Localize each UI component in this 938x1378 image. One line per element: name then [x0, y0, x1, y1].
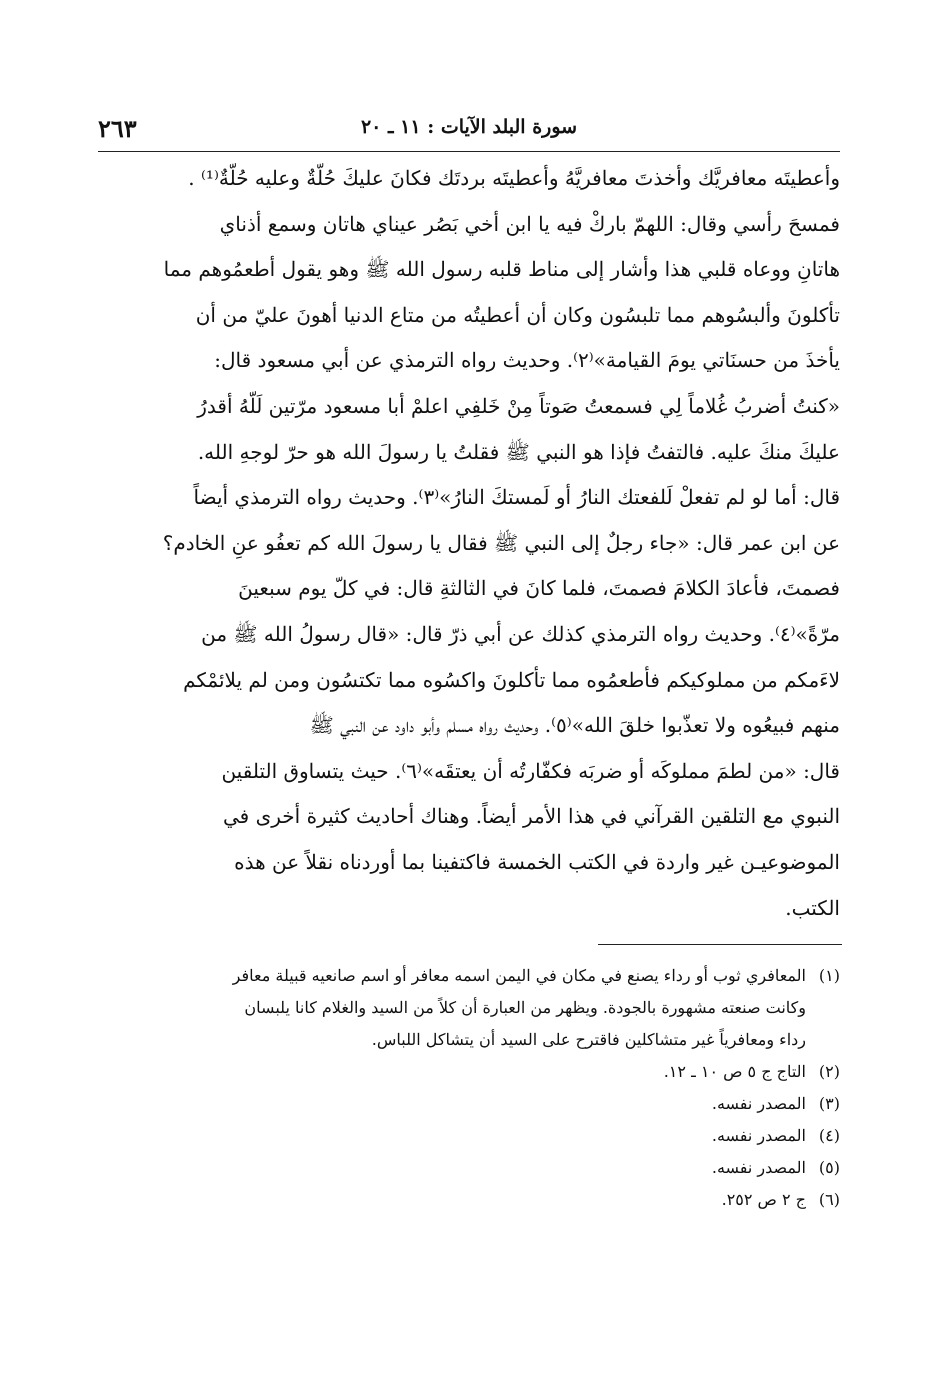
footnote-item: [98, 1184, 840, 1216]
footnote-text: [98, 960, 806, 1056]
text-line: النبوي مع التلقين القرآني في هذا الأمر أيضاً. وهناك أحاديث كثيرة أخرى في: [223, 804, 840, 829]
footnote-line: المصدر نفسه.: [711, 1126, 806, 1145]
text-line: تأكلونَ وألبسُوهم مما تلبسُون وكان أن أعطيتُه من متاع الدنيا أهونَ عليّ من أن: [195, 302, 840, 327]
running-title: سورة البلد الآيات : ١١ ـ ٢٠: [360, 116, 578, 138]
footnote-number: (٤): [818, 1126, 840, 1145]
text-line: هاتانِ ووعاه قلبي هذا وأشار إلى مناط قلبه رسول الله ﷺ وهو يقول أطعمُوهم مما: [163, 257, 840, 282]
page-header: [98, 110, 840, 150]
footnote-number: (٥): [818, 1158, 840, 1177]
text-line: فمسحَ رأسي وقال: اللهمّ باركْ فيه يا ابن أخي بَصُر عيناي هاتان وسمع أذناي: [219, 211, 840, 236]
footnote-line: المصدر نفسه.: [711, 1094, 806, 1113]
footnote-number: (١): [818, 966, 840, 985]
footnote-line: ج ٢ ص ٢٥٢.: [721, 1190, 806, 1209]
text-line: الكتب.: [785, 895, 840, 920]
text-line: قال: أما لو لم تفعلْ لَلفعتك النارُ أو لَمستكَ النارُ»⁽٣⁾. وحديث رواه الترمذي أيضاً: [193, 485, 840, 510]
text-line: يأخذَ من حسنَاتي يومَ القيامة»⁽٢⁾. وحديث رواه الترمذي عن أبي مسعود قال:: [214, 348, 840, 373]
footnote-number: (٦): [818, 1190, 840, 1209]
footnote-number: (٣): [818, 1094, 840, 1113]
text-line: منهم فبيعُوه ولا تعذّبوا خلقَ الله»⁽٥⁾. وحديث رواه مسلم وأبو داود عن النبي ﷺ: [309, 713, 840, 738]
footnote-line: التاج ج ٥ ص ١٠ ـ ١٢.: [663, 1062, 806, 1081]
header-divider: [98, 151, 840, 152]
footnote-number: (٢): [818, 1062, 840, 1081]
text-line: فصمتَ، فأعادَ الكلامَ فصمتَ، فلما كانَ في الثالثةِ قال: في كلّ يوم سبعينَ: [238, 576, 840, 601]
text-line: وأعطيتَه معافريَّك وأخذتَ معافريَّهُ وأعطيتَه بردتَك فكانَ عليكَ حُلّةٌ وعليه حُلّةٌ⁽¹⁾ .: [188, 166, 840, 190]
footnote-divider: [598, 944, 842, 945]
text-line: «كنتُ أضربُ غُلاماً لِي فسمعتُ صَوتاً مِنْ خَلفِي اعلمْ أبا مسعود مرّتين لَلّهُ أقدرُ: [197, 393, 840, 418]
text-line: عليكَ منكَ عليه. فالتفتُ فإذا هو النبي ﷺ فقلتُ يا رسولَ الله هو حرّ لوجهِ الله.: [197, 439, 840, 464]
text-line: مرّةً»⁽٤⁾. وحديث رواه الترمذي كذلك عن أبي ذرّ قال: «قال رسولُ الله ﷺ من: [201, 621, 840, 646]
text-line: الموضوعيـن غير واردة في الكتب الخمسة فاكتفينا بما أوردناه نقلاً عن هذه: [234, 849, 840, 874]
text-line: قال: «من لطمَ مملوكَه أو ضربَه فكفّارتُه أن يعتقَه»⁽٦⁾. حيث يتساوق التلقين: [221, 758, 840, 783]
footnote-item: [98, 1088, 840, 1120]
footnote-item: [98, 960, 840, 1056]
footnote-line: المعافري ثوب أو رداء يصنع في مكان في اليمن اسمه معافر أو اسم صانعيه قبيلة معافر: [232, 966, 806, 985]
footnote-item: [98, 1056, 840, 1088]
text-line: عن ابن عمر قال: «جاء رجلٌ إلى النبي ﷺ فقال يا رسولَ الله كم تعفُو عنِ الخادم؟: [162, 530, 840, 555]
page-number: ٢٦٣: [98, 114, 137, 143]
footnote-line: رداء ومعافرياً غير متشاكلين فاقترح على السيد أن يتشاكل اللباس.: [371, 1030, 806, 1049]
footnote-line: المصدر نفسه.: [711, 1158, 806, 1177]
footnote-line: وكانت صنعته مشهورة بالجودة. ويظهر من العبارة أن كلاً من السيد والغلام كانا يلبسان: [244, 998, 806, 1017]
footnote-item: [98, 1120, 840, 1152]
footnotes: [98, 960, 840, 1216]
main-text: [98, 156, 840, 931]
text-line: لاءَمكم من مملوكيكم فأطعمُوه مما تأكلونَ واكسُوه مما تكتسُون ومن لم يلائمْكم: [183, 667, 840, 692]
footnote-item: [98, 1152, 840, 1184]
